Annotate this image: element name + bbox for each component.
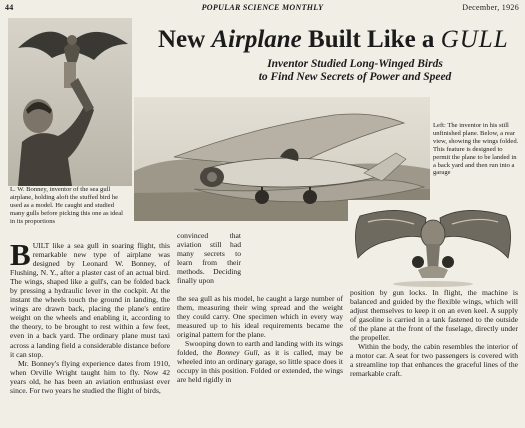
drop-cap: B [10,237,31,272]
article-column-1 [10,237,170,395]
paragraph-4-pre: Swooping down to earth and landing with its wings folded, the [177,339,343,358]
paragraph-5: position by gun locks. In flight, the machine is balanced and guided by the flexible wings, which will adjust themselves to keep it on an even keel. A supply of gasoline is carried in a tank fastened to the outside of the plane at the front of the fuselage, directly under the propeller. [350,288,518,343]
caption-inventor-with-gull: L. W. Bonney, inventor of the sea gull airplane, holding aloft the stuffed bird he used as a model. He caught and studied many gulls before picking this one as ideal in its proportions [10,186,123,225]
headline-part-2: Airplane [211,26,302,53]
headline-part-3: Built Like a [301,26,441,53]
paragraph-6: Within the body, the cabin resembles the interior of a motor car. A seat for two passengers is covered with a streamline top that enhances the graceful lines of the remarkable craft. [350,342,518,379]
paragraph-1 [10,237,170,359]
issue-date: December, 1926 [462,3,519,12]
paragraph-1-text: UILT like a sea gull in soaring flight, this remarkable new type of airplane was designed by Leonard W. Bonney, of Flushing, N. Y., after a plaster cast of an actual bird. The wings, shaped like a gull's, can be folded back by pressing a hydraulic lever in the cockpit. At the instant the wheels touch the ground in landing, the wings are drawn back, placing the plane's entire weight on the wheels and enabling it, according to the theory, to be brought to rest within a few feet, even in a back yard. The ordinary plane must taxi across a landing field a considerable distance before it can stop. [10,241,170,359]
headline-part-1: New [158,26,212,53]
magazine-title: POPULAR SCIENCE MONTHLY [201,3,324,12]
article-column-3 [350,288,518,378]
headline-part-4: GULL [440,26,509,53]
caption-plane: Left: The inventor in his still unfinished plane. Below, a rear view, showing the wings folded. This feature is designed to permit the plane to be landed in a back yard and then run into a garage [433,122,519,177]
article-column-2 [177,294,343,384]
subtitle-line-1: Inventor Studied Long-Winged Birds [267,58,443,70]
subtitle-line-2: to Find New Secrets of Power and Speed [258,71,452,83]
photo-plane-rear-view [348,200,518,288]
paragraph-3: the sea gull as his model, he caught a large number of them, measuring their wing spread and the weight they could carry. One specimen which in every way measured up to his ideal requirements became the original pattern for the plane. [177,294,343,340]
photo-rear-view-image [348,200,518,288]
article-column-2-top: convinced that aviation still had many secrets to learn from their methods. Deciding finally upon [177,231,241,286]
headline [158,26,509,54]
photo-inventor-with-gull-image [8,18,132,186]
photo-inventor-with-gull [8,18,132,186]
paragraph-4 [177,339,343,384]
paragraph-4-post: , as it is called, may be wheeled into an ordinary garage, so little space does it occupy in this position. Folded or extended, the wings are held rigidly in [177,348,344,385]
bonney-gull-name: Bonney Gull [216,348,258,358]
page-number: 44 [5,3,14,12]
subtitle [200,58,510,84]
paragraph-2: Mr. Bonney's flying experience dates from 1910, when Orville Wright taught him to fly. Now 42 years old, he has been an aviation enthusiast ever since. For two years he studied the flight of birds, [10,358,170,395]
